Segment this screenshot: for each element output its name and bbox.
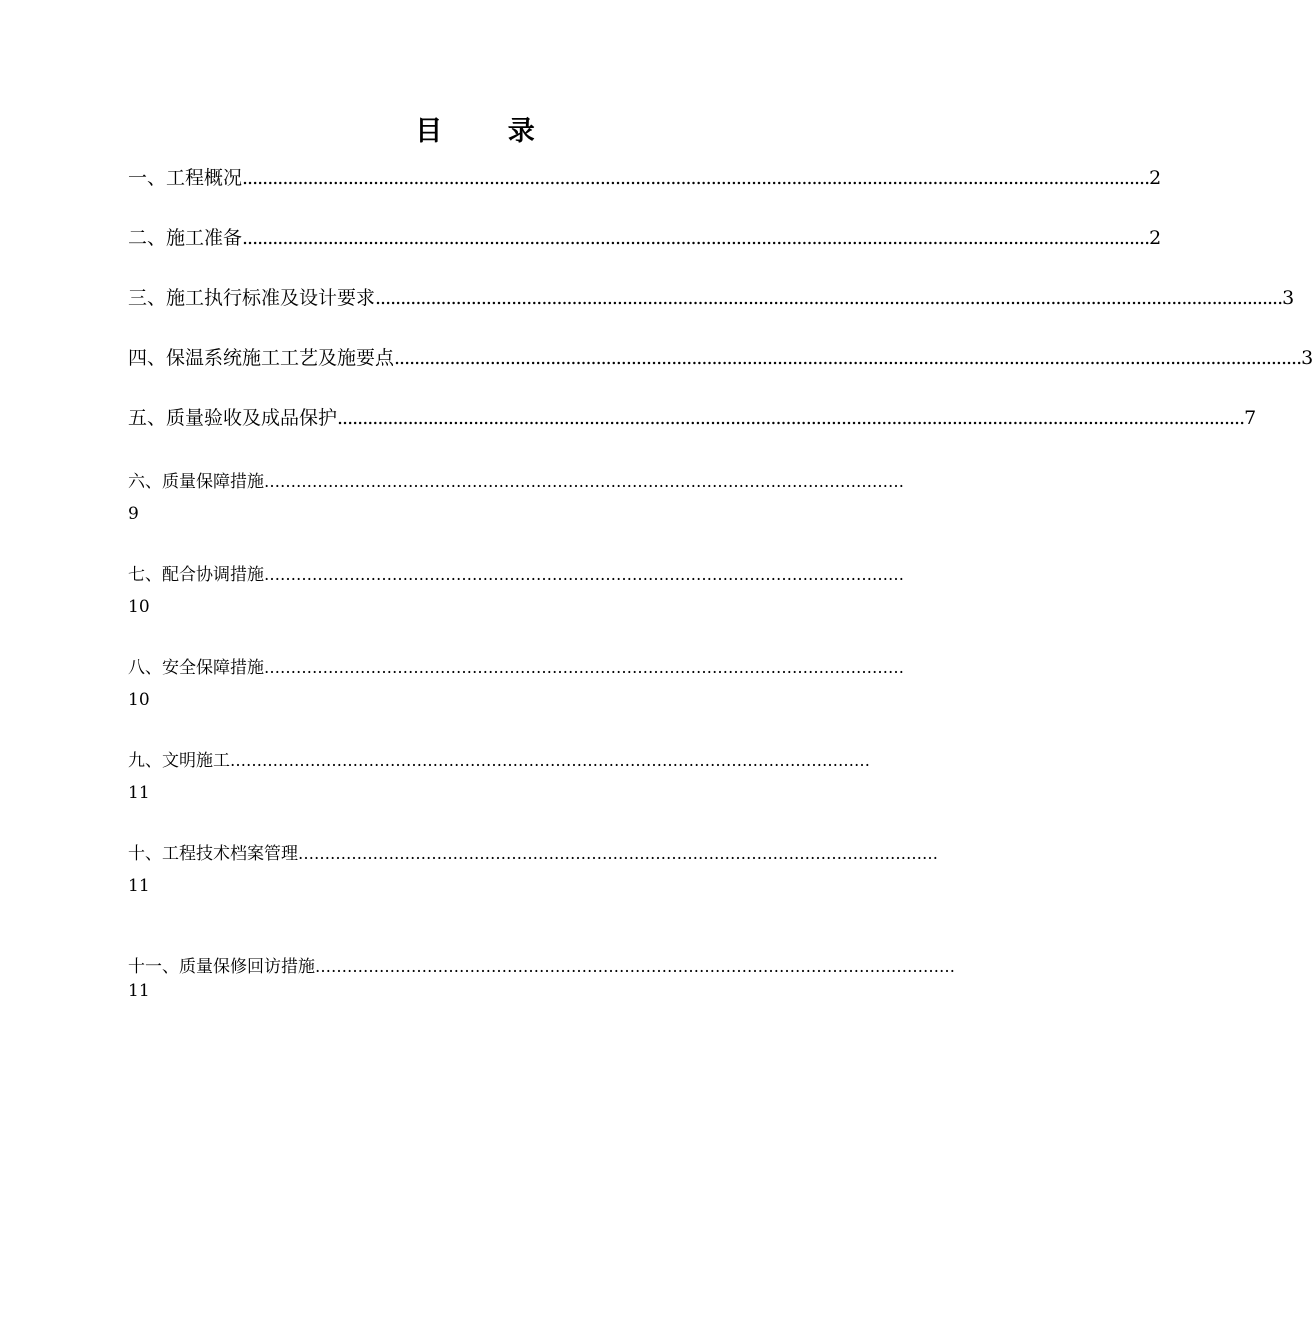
toc-entry-page: 2 [1149,167,1162,189]
toc-entry-label: 九、文明施工 [128,751,230,771]
dot-leader: ………………………………………………………………………………………………………… [315,957,955,976]
toc-entry-label: 一、工程概况 [128,167,243,189]
toc-entry-label: 七、配合协调措施 [128,565,264,585]
dot-leader: ………………………………………………………………………………………………………… [230,751,870,770]
toc-entry-page: 10 [128,690,150,710]
toc-entry-label: 八、安全保障措施 [128,658,264,678]
toc-entry-page: 7 [1244,407,1257,429]
toc-entry[interactable] [128,955,955,1003]
toc-entry-label: 二、施工准备 [128,227,243,249]
dot-leader: ………………………………………………………………………………………………………… [264,658,904,677]
toc-entry-page: 3 [1301,347,1313,369]
toc-entry-label: 十一、质量保修回访措施 [128,957,315,977]
dot-leader: .................................................................................................................................................................................... [337,407,1245,429]
toc-entry[interactable] [128,343,1313,373]
toc-entry[interactable] [128,842,938,898]
toc-entry-page: 10 [128,597,150,617]
toc-entry-page: 11 [128,876,150,896]
toc-entry[interactable] [128,283,1295,313]
toc-entry-page: 11 [128,981,150,1001]
toc-entry-page: 9 [128,504,139,524]
toc-entry[interactable] [128,749,870,805]
dot-leader: .................................................................................................................................................................................... [375,287,1283,309]
toc-entry[interactable] [128,223,1162,253]
toc-entry[interactable] [128,470,904,526]
dot-leader: ………………………………………………………………………………………………………… [298,844,938,863]
toc-entry[interactable] [128,403,1257,433]
toc-entry-label: 五、质量验收及成品保护 [128,407,338,429]
toc-entry-label: 四、保温系统施工工艺及施要点 [128,347,395,369]
toc-entry[interactable] [128,163,1162,193]
dot-leader: ………………………………………………………………………………………………………… [264,565,904,584]
dot-leader: .................................................................................................................................................................................... [394,347,1302,369]
toc-entry-label: 三、施工执行标准及设计要求 [128,287,376,309]
dot-leader: .................................................................................................................................................................................... [242,227,1150,249]
toc-entry-page: 3 [1282,287,1295,309]
toc-entry-page: 2 [1149,227,1162,249]
toc-entry-label: 十、工程技术档案管理 [128,844,298,864]
toc-title: 目 录 [415,116,563,147]
toc-entry-label: 六、质量保障措施 [128,472,264,492]
dot-leader: .................................................................................................................................................................................... [242,167,1150,189]
toc-entry[interactable] [128,563,904,619]
dot-leader: ………………………………………………………………………………………………………… [264,472,904,491]
toc-entry[interactable] [128,656,904,712]
toc-entry-page: 11 [128,783,150,803]
